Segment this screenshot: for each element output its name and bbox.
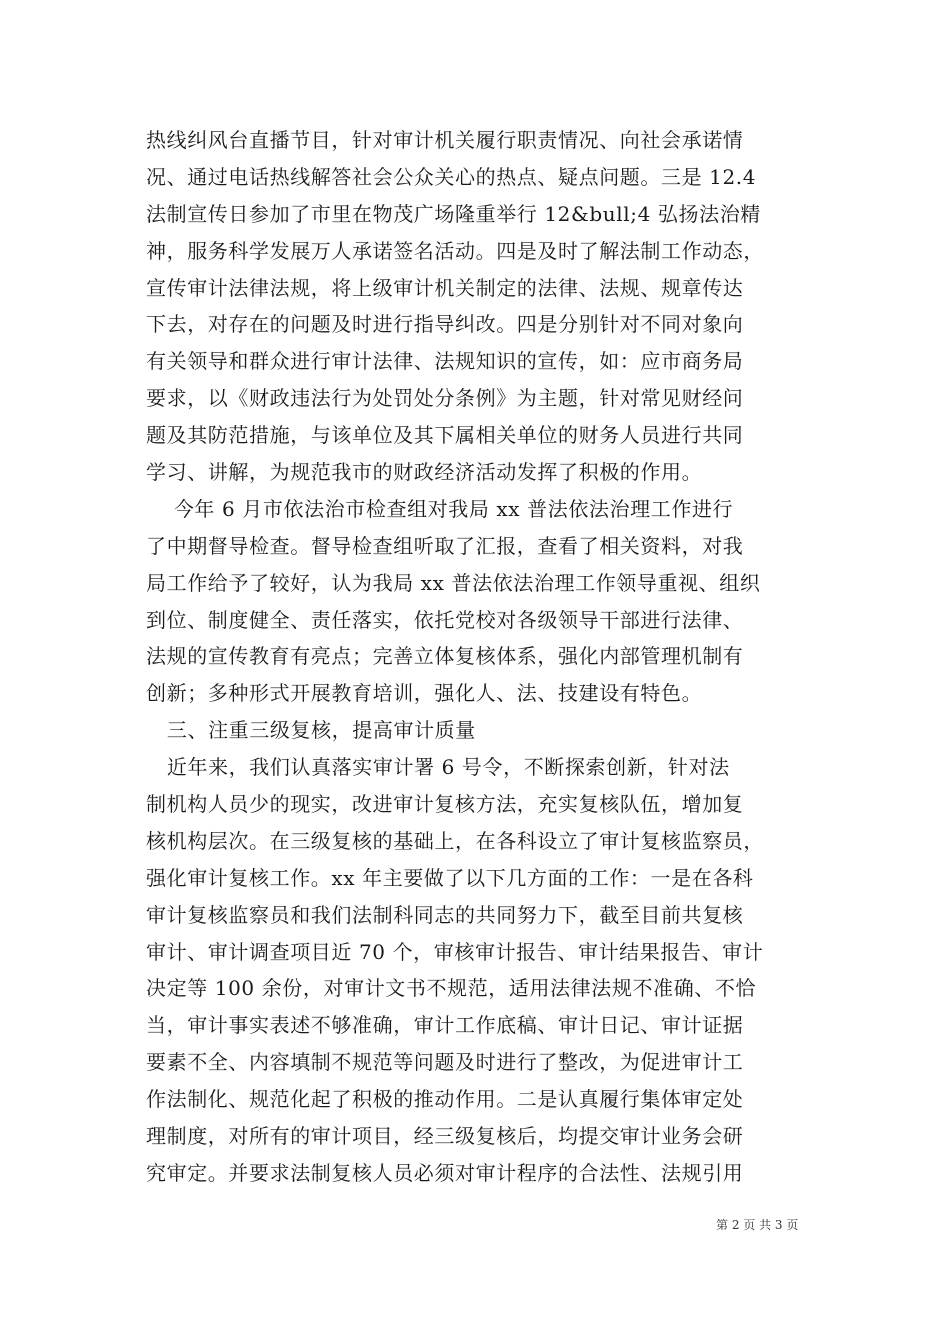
text-line: 当，审计事实表述不够准确，审计工作底稿、审计日记、审计证据 bbox=[146, 1013, 744, 1038]
text-line: 热线纠风台直播节目，针对审计机关履行职责情况、向社会承诺情 bbox=[146, 128, 744, 152]
text-line: 有关领导和群众进行审计法律、法规知识的宣传，如：应市商务局 bbox=[146, 349, 744, 374]
document-body bbox=[146, 122, 818, 1192]
section-heading: 三、注重三级复核，提高审计质量 bbox=[146, 718, 476, 743]
text-line: 下去，对存在的问题及时进行指导纠改。四是分别针对不同对象向 bbox=[146, 312, 744, 337]
text-line: 况、通过电话热线解答社会公众关心的热点、疑点问题。三是 12.4 bbox=[146, 164, 757, 189]
text-line: 理制度，对所有的审计项目，经三级复核后，均提交审计业务会研 bbox=[146, 1124, 744, 1149]
text-line: 局工作给予了较好，认为我局 xx 普法依法治理工作领导重视、组织 bbox=[146, 570, 761, 595]
text-line: 到位、制度健全、责任落实，依托党校对各级领导干部进行法律、 bbox=[146, 607, 744, 632]
text-line: 创新；多种形式开展教育培训，强化人、法、技建设有特色。 bbox=[146, 681, 703, 706]
text-line: 作法制化、规范化起了积极的推动作用。二是认真履行集体审定处 bbox=[146, 1087, 744, 1112]
page-number: 第 2 页 共 3 页 bbox=[716, 1218, 799, 1232]
text-line: 法规的宣传教育有亮点；完善立体复核体系，强化内部管理机制有 bbox=[146, 644, 744, 669]
text-line: 制机构人员少的现实，改进审计复核方法，充实复核队伍，增加复 bbox=[146, 792, 744, 817]
text-line: 审计复核监察员和我们法制科同志的共同努力下，截至目前共复核 bbox=[146, 902, 744, 927]
text-line: 审计、审计调查项目近 70 个，审核审计报告、审计结果报告、审计 bbox=[146, 939, 764, 964]
text-line: 强化审计复核工作。xx 年主要做了以下几方面的工作：一是在各科 bbox=[146, 865, 754, 890]
text-line: 法制宣传日参加了市里在物茂广场隆重举行 12&bull;4 弘扬法治精 bbox=[146, 201, 761, 226]
text-line: 究审定。并要求法制复核人员必须对审计程序的合法性、法规引用 bbox=[146, 1160, 744, 1185]
text-line: 要求，以《财政违法行为处罚处分条例》为主题，针对常见财经问 bbox=[146, 386, 744, 411]
text-line: 核机构层次。在三级复核的基础上，在各科设立了审计复核监察员， bbox=[146, 828, 764, 853]
text-line: 题及其防范措施，与该单位及其下属相关单位的财务人员进行共同 bbox=[146, 423, 744, 448]
text-line: 宣传审计法律法规，将上级审计机关制定的法律、法规、规章传达 bbox=[146, 275, 744, 300]
text-line: 近年来，我们认真落实审计署 6 号令，不断探索创新，针对法 bbox=[146, 755, 730, 780]
text-line: 学习、讲解，为规范我市的财政经济活动发挥了积极的作用。 bbox=[146, 460, 703, 485]
text-line: 神，服务科学发展万人承诺签名活动。四是及时了解法制工作动态， bbox=[146, 238, 764, 263]
text-line: 今年 6 月市依法治市检查组对我局 xx 普法依法治理工作进行 bbox=[146, 496, 734, 521]
text-line: 要素不全、内容填制不规范等问题及时进行了整改，为促进审计工 bbox=[146, 1050, 744, 1075]
text-line: 了中期督导检查。督导检查组听取了汇报，查看了相关资料，对我 bbox=[146, 533, 744, 558]
text-line: 决定等 100 余份，对审计文书不规范，适用法律法规不准确、不恰 bbox=[146, 976, 757, 1001]
